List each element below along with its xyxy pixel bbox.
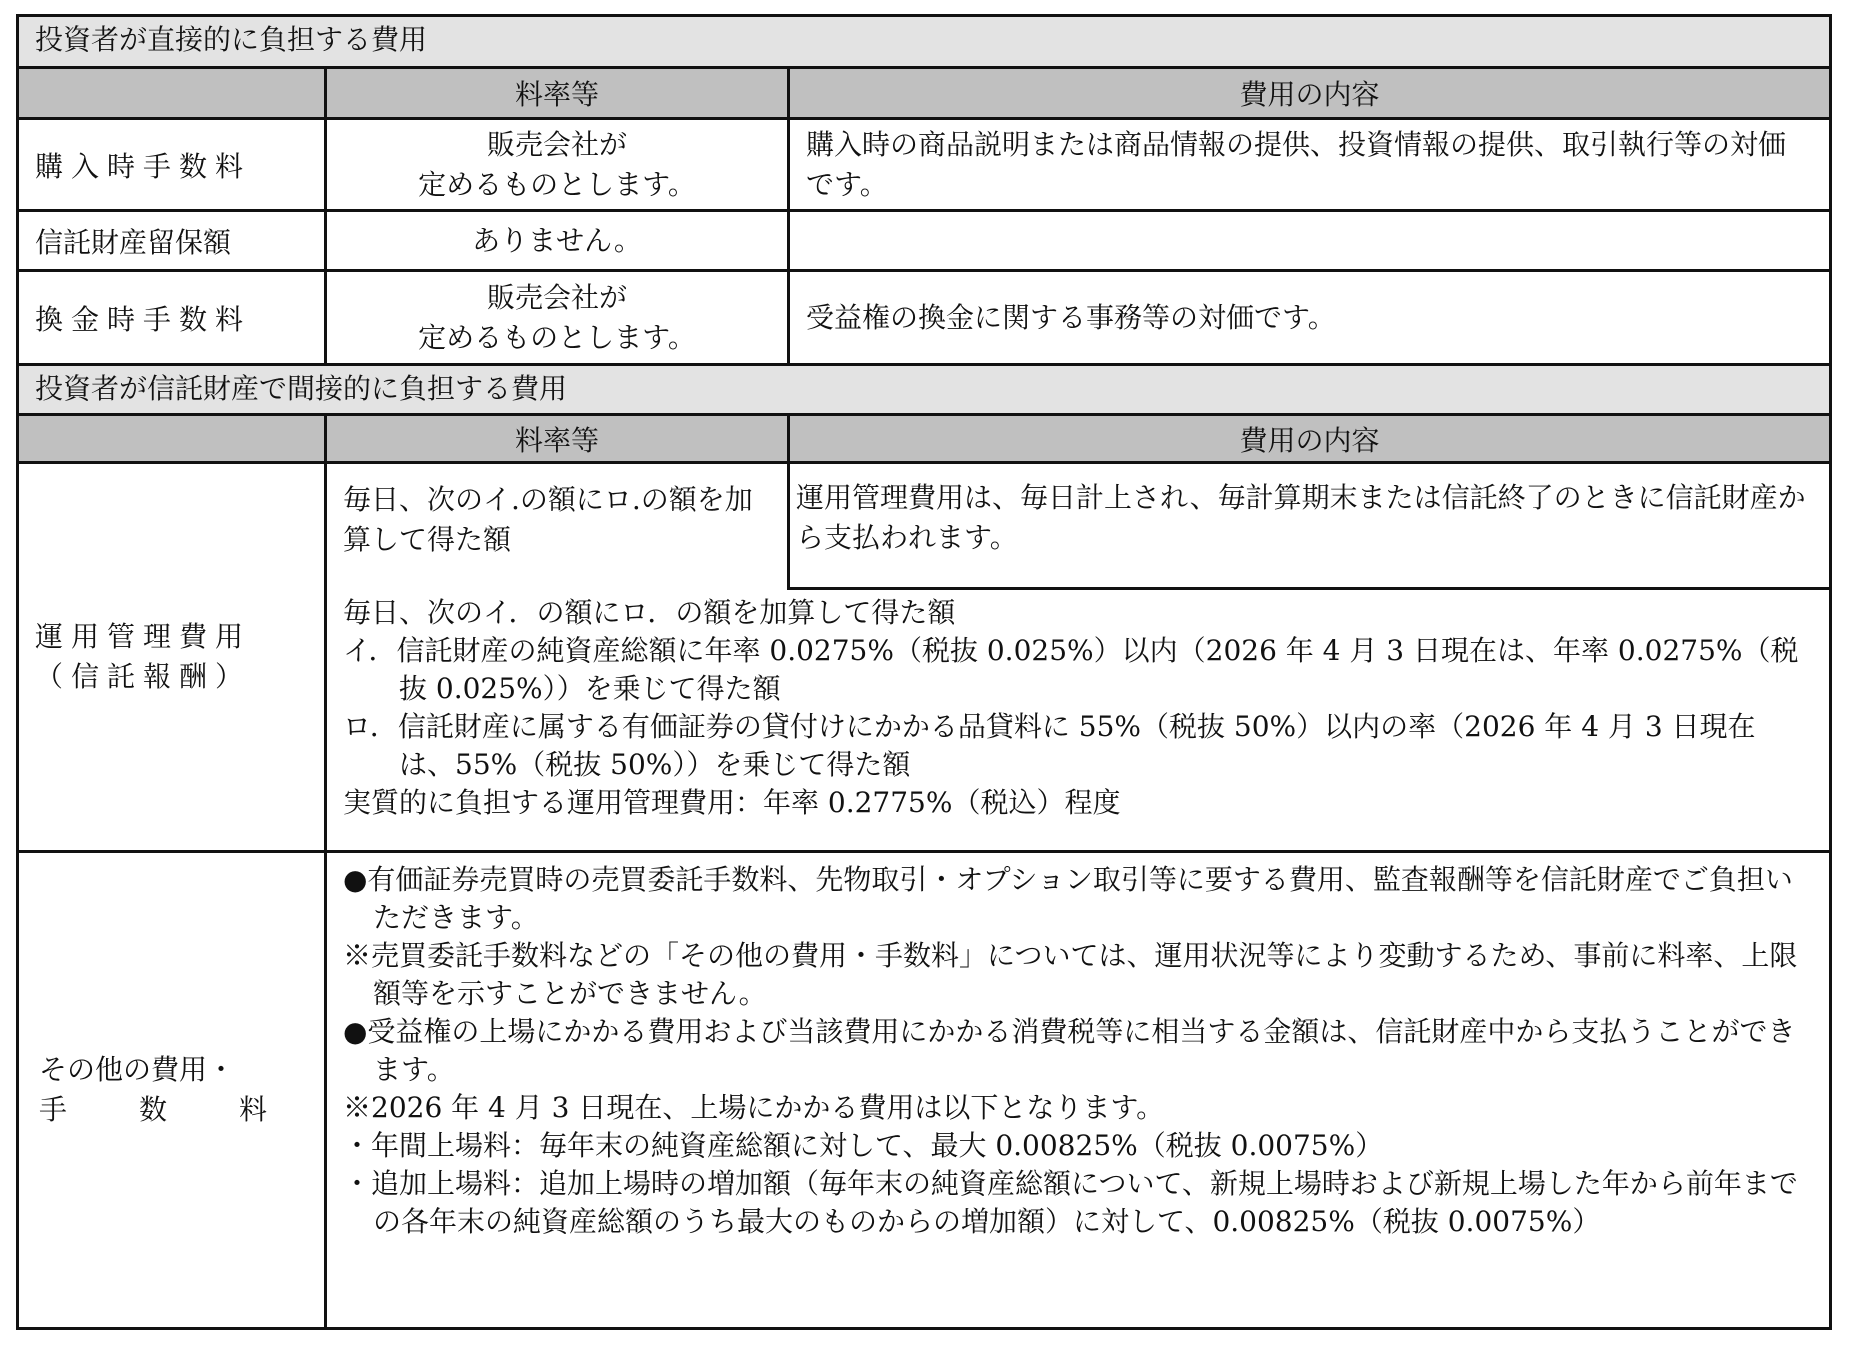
- rate-line: 定めるものとします。: [418, 167, 696, 201]
- other-fees-body: [324, 853, 1829, 1327]
- column-header-row: [19, 413, 1829, 461]
- list-item: ※売買委託手数料などの「その他の費用・手数料」については、運用状況等により変動するため、事前に料率、上限額等を示すことができません。: [343, 939, 1798, 1010]
- row-label-line: その他の費用・: [39, 1053, 236, 1086]
- detail-line: イ．信託財産の純資産総額に年率 0.0275%（税抜 0.025%）以内（2026 年 4 月 3 日現在は、年率 0.0275%（税抜 0.025%））を乗じて得た額: [343, 634, 1799, 705]
- header-rate: 料率等: [324, 69, 787, 117]
- header-blank: [19, 416, 324, 461]
- label-char: 手: [39, 1093, 68, 1126]
- rate-line: 販売会社が: [486, 280, 627, 314]
- label-char: 料: [238, 1093, 267, 1126]
- header-content: 費用の内容: [787, 416, 1829, 461]
- list-item: ・追加上場料：追加上場時の増加額（毎年末の純資産総額について、新規上場時および新規上場した年から前年までの各年末の純資産総額のうち最大のものからの増加額）に対して、0.00825%（税抜 0.0075%）: [343, 1167, 1798, 1238]
- label-char: 数: [138, 1093, 167, 1126]
- row-label: [19, 464, 324, 850]
- header-content: 費用の内容: [787, 69, 1829, 117]
- row-label-line: [39, 1090, 267, 1130]
- content-cell: [787, 212, 1829, 269]
- content-cell: 受益権の換金に関する事務等の対価です。: [787, 272, 1829, 363]
- list-item: ●受益権の上場にかかる費用および当該費用にかかる消費税等に相当する金額は、信託財産中から支払うことができます。: [343, 1015, 1796, 1086]
- fee-table: [16, 14, 1832, 1330]
- rate-cell: [324, 272, 787, 363]
- table-row: [19, 117, 1829, 209]
- rate-cell: [324, 120, 787, 209]
- list-item: ・年間上場料：毎年末の純資産総額に対して、最大 0.00825%（税抜 0.0075%）: [343, 1129, 1384, 1162]
- detail-line: ロ．信託財産に属する有価証券の貸付けにかかる品貸料に 55%（税抜 50%）以内の率（2026 年 4 月 3 日現在は、55%（税抜 50%））を乗じて得た額: [343, 710, 1756, 781]
- section-header-indirect: [19, 363, 1829, 413]
- rate-line: 定めるものとします。: [418, 320, 696, 354]
- table-row: [19, 269, 1829, 363]
- list-item: ※2026 年 4 月 3 日現在、上場にかかる費用は以下となります。: [343, 1091, 1165, 1124]
- row-label: [19, 853, 324, 1327]
- rate-summary: 毎日、次のイ.の額にロ.の額を加算して得た額: [343, 483, 753, 556]
- section-title: 投資者が直接的に負担する費用: [35, 23, 428, 56]
- detail-line: 実質的に負担する運用管理費用：年率 0.2775%（税込）程度: [343, 786, 1121, 819]
- table-row-other-fees: [19, 850, 1829, 1327]
- rate-line: ありません。: [472, 223, 642, 257]
- row-label-line: 運用管理費用: [35, 620, 252, 653]
- table-row-management-fee: [19, 461, 1829, 850]
- list-item: ●有価証券売買時の売買委託手数料、先物取引・オプション取引等に要する費用、監査報酬等を信託財産でご負担いただきます。: [343, 863, 1793, 934]
- column-header-row: [19, 66, 1829, 117]
- management-detail: [343, 594, 1799, 822]
- content-cell: 購入時の商品説明または商品情報の提供、投資情報の提供、取引執行等の対価です。: [787, 120, 1829, 209]
- management-body: [324, 464, 1829, 850]
- table-row: [19, 209, 1829, 269]
- header-rate: 料率等: [324, 416, 787, 461]
- header-blank: [19, 69, 324, 117]
- content-box: 運用管理費用は、毎日計上され、毎計算期末または信託終了のときに信託財産から支払われます。: [787, 464, 1829, 590]
- section-header-direct: [19, 17, 1829, 66]
- rate-cell: [324, 212, 787, 269]
- row-label: 信託財産留保額: [35, 225, 232, 259]
- section-title: 投資者が信託財産で間接的に負担する費用: [35, 372, 568, 405]
- row-label-line: （信託報酬）: [35, 660, 252, 693]
- row-label: 換金時手数料: [35, 302, 252, 336]
- rate-line: 販売会社が: [486, 127, 627, 161]
- detail-line: 毎日、次のイ．の額にロ．の額を加算して得た額: [343, 596, 956, 629]
- row-label: 購入時手数料: [35, 149, 252, 183]
